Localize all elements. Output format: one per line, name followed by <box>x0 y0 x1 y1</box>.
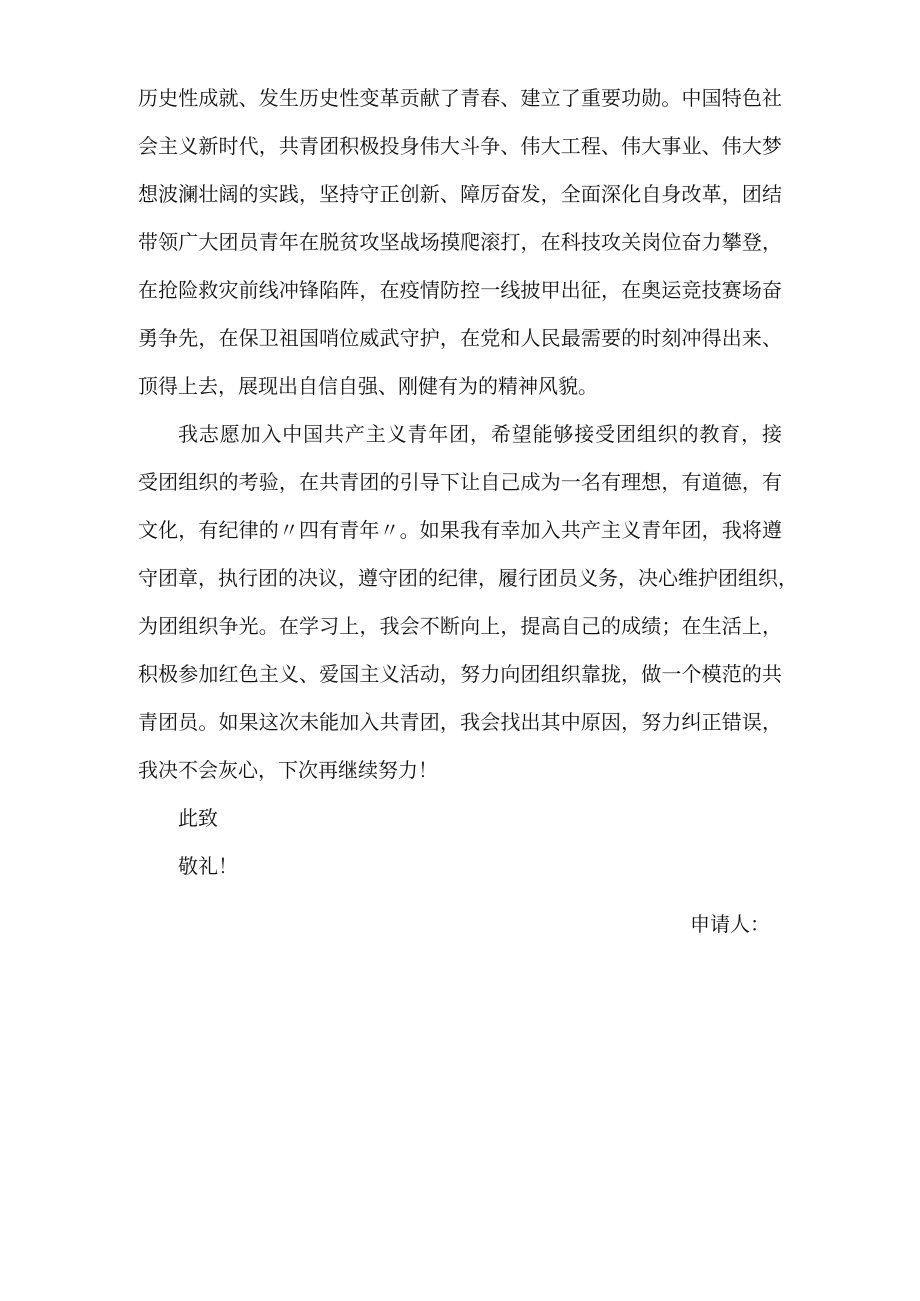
text-line: 受团组织的考验，在共青团的引导下让自己成为一名有理想，有道德，有 <box>138 470 782 494</box>
closing-cizhi: 此致 <box>178 806 218 830</box>
text-line: 守团章，执行团的决议，遵守团的纪律，履行团员义务，决心维护团组织， <box>138 566 798 590</box>
text-line: 我志愿加入中国共产主义青年团，希望能够接受团组织的教育，接 <box>178 422 782 446</box>
text-line: 带领广大团员青年在脱贫攻坚战场摸爬滚打，在科技攻关岗位奋力攀登， <box>138 230 782 254</box>
text-line: 在抢险救灾前线冲锋陷阵，在疫情防控一线披甲出征，在奥运竞技赛场奋 <box>138 278 782 302</box>
text-line: 我决不会灰心，下次再继续努力！ <box>138 758 438 782</box>
body-paragraph-1 <box>138 74 782 410</box>
applicant-label: 申请人： <box>690 912 770 936</box>
text-line: 勇争先，在保卫祖国哨位威武守护，在党和人民最需要的时刻冲得出来、 <box>138 326 782 350</box>
text-line: 积极参加红色主义、爱国主义活动，努力向团组织靠拢，做一个模范的共 <box>138 662 782 686</box>
text-line: 会主义新时代，共青团积极投身伟大斗争、伟大工程、伟大事业、伟大梦 <box>138 134 782 158</box>
text-line: 文化，有纪律的〃四有青年〃。如果我有幸加入共产主义青年团，我将遵 <box>138 518 782 542</box>
text-line: 青团员。如果这次未能加入共青团，我会找出其中原因，努力纠正错误， <box>138 710 782 734</box>
text-line: 历史性成就、发生历史性变革贡献了青春、建立了重要功勋。中国特色社 <box>138 86 782 110</box>
text-line: 顶得上去，展现出自信自强、刚健有为的精神风貌。 <box>138 374 598 398</box>
body-paragraph-2 <box>138 410 798 794</box>
text-line: 为团组织争光。在学习上，我会不断向上，提高自己的成绩；在生活上， <box>138 614 782 638</box>
text-line: 想波澜壮阔的实践，坚持守正创新、障厉奋发，全面深化自身改革，团结 <box>138 182 782 206</box>
closing-jingli: 敬礼！ <box>178 854 238 878</box>
